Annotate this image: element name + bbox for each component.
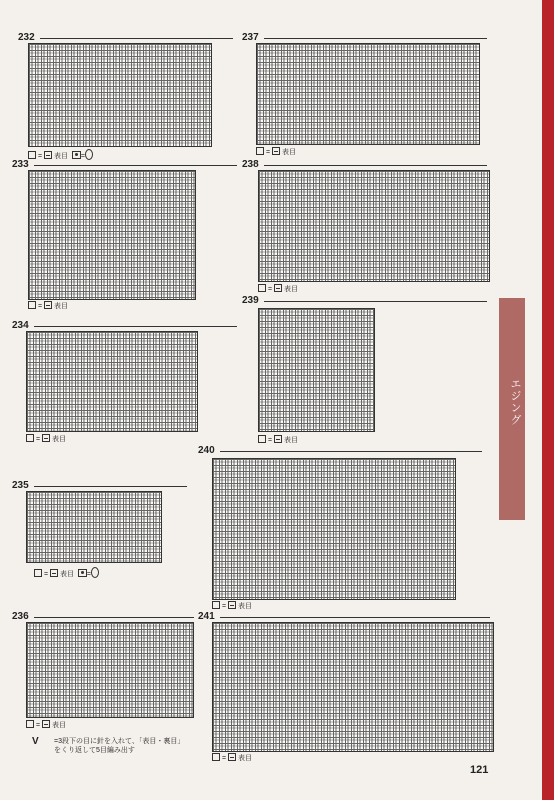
title-rule — [264, 38, 487, 39]
legend-eq: = — [267, 286, 273, 293]
plain-square-icon — [212, 601, 220, 609]
legend-label: 表目 — [283, 286, 298, 293]
plain-square-icon — [212, 753, 220, 761]
pattern-number: 233 — [12, 159, 29, 170]
chart-legend: = 表目 = — [28, 149, 93, 161]
purl-square-icon — [274, 284, 282, 292]
knitting-chart — [212, 622, 494, 752]
title-rule — [34, 326, 237, 327]
section-tab — [499, 298, 525, 520]
plain-square-icon — [258, 284, 266, 292]
legend-label: 表目 — [53, 153, 68, 160]
chart-legend — [212, 601, 252, 611]
title-rule — [264, 165, 487, 166]
v-stitch-symbol: V — [32, 736, 39, 747]
title-rule — [40, 38, 233, 39]
plain-square-icon — [28, 301, 36, 309]
knitting-chart — [26, 622, 194, 718]
purl-square-icon — [42, 720, 50, 728]
purl-square-icon — [44, 151, 52, 159]
chart-legend — [258, 435, 298, 445]
bobble-stitch-icon — [91, 567, 99, 578]
pattern-236 — [12, 612, 194, 732]
pattern-241 — [198, 612, 498, 762]
knitting-chart — [26, 331, 198, 432]
bobble-stitch-icon — [85, 149, 93, 160]
title-rule — [34, 165, 237, 166]
pattern-235 — [12, 481, 187, 581]
pattern-238 — [242, 160, 487, 295]
legend-eq: = — [35, 436, 41, 443]
purl-square-icon — [228, 753, 236, 761]
legend-label: 表目 — [283, 437, 298, 444]
legend-label: 表目 — [51, 436, 66, 443]
plain-square-icon — [256, 147, 264, 155]
purl-square-icon — [44, 301, 52, 309]
pattern-number: 232 — [18, 32, 35, 43]
legend-label: 表目 — [281, 149, 296, 156]
pattern-number: 239 — [242, 295, 259, 306]
pattern-240 — [198, 446, 488, 612]
chart-legend — [26, 720, 66, 730]
pattern-237 — [242, 33, 487, 163]
legend-label: 表目 — [59, 571, 74, 578]
legend-eq: = — [221, 755, 227, 762]
legend-eq: = — [267, 437, 273, 444]
title-rule — [34, 486, 187, 487]
knitting-chart — [28, 170, 196, 300]
chart-legend: = 表目 = — [34, 567, 99, 579]
bobble-square-icon — [78, 569, 87, 577]
pattern-234 — [12, 321, 237, 446]
legend-label: 表目 — [237, 755, 252, 762]
pattern-number: 234 — [12, 320, 29, 331]
chart-legend — [26, 434, 66, 444]
chart-legend — [256, 147, 296, 157]
purl-square-icon — [274, 435, 282, 443]
chart-legend — [258, 284, 298, 294]
plain-square-icon — [26, 434, 34, 442]
purl-square-icon — [272, 147, 280, 155]
title-rule — [264, 301, 487, 302]
legend-label: 表目 — [53, 303, 68, 310]
page-number: 121 — [470, 764, 489, 776]
pattern-number: 238 — [242, 159, 259, 170]
title-rule — [220, 617, 490, 618]
legend-eq: = — [37, 303, 43, 310]
plain-square-icon — [26, 720, 34, 728]
purl-square-icon — [50, 569, 58, 577]
legend-eq: = — [43, 571, 49, 578]
knitting-chart — [256, 43, 480, 145]
plain-square-icon — [28, 151, 36, 159]
knitting-chart — [258, 170, 490, 282]
pattern-232 — [18, 33, 233, 163]
page-edge-stripe — [542, 0, 554, 800]
knitting-chart — [212, 458, 456, 600]
pattern-number: 237 — [242, 32, 259, 43]
plain-square-icon — [34, 569, 42, 577]
legend-eq: = — [221, 603, 227, 610]
purl-square-icon — [42, 434, 50, 442]
knitting-chart — [28, 43, 212, 147]
note-line-1: =3段下の目に針を入れて、「表目・裏目」 — [54, 738, 185, 745]
pattern-239 — [242, 296, 487, 448]
chart-legend — [28, 301, 68, 311]
legend-label: 表目 — [51, 722, 66, 729]
section-tab-label: エジング — [509, 378, 521, 426]
legend-eq: = — [35, 722, 41, 729]
pattern-number: 236 — [12, 611, 29, 622]
plain-square-icon — [258, 435, 266, 443]
chart-legend — [212, 753, 252, 763]
knitting-chart — [258, 308, 375, 432]
legend-eq: = — [37, 153, 43, 160]
note-line-2: をくり返して5目編み出す — [54, 747, 135, 754]
pattern-number: 240 — [198, 445, 215, 456]
bobble-square-icon — [72, 151, 81, 159]
pattern-number: 235 — [12, 480, 29, 491]
knitting-chart — [26, 491, 162, 563]
title-rule — [220, 451, 482, 452]
legend-eq: = — [265, 149, 271, 156]
title-rule — [34, 617, 194, 618]
purl-square-icon — [228, 601, 236, 609]
pattern-233 — [12, 160, 237, 315]
legend-label: 表目 — [237, 603, 252, 610]
pattern-number: 241 — [198, 611, 215, 622]
